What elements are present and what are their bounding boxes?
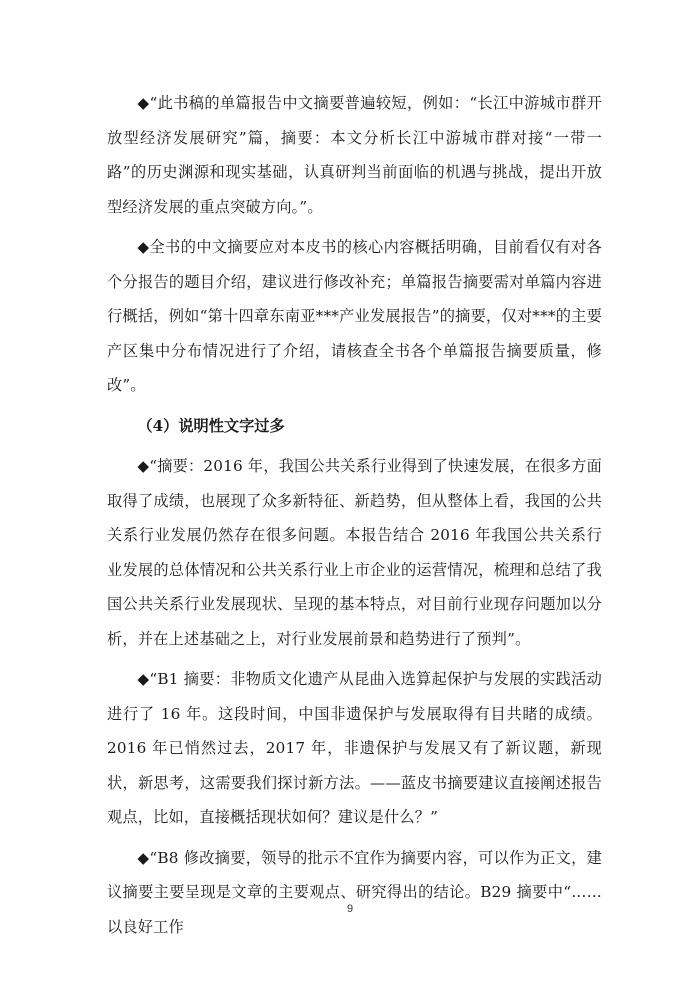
paragraph-pr-industry-summary: ◆“摘要：2016 年，我国公共关系行业得到了快速发展，在很多方面取得了成绩，也展现了众多新特征、新趋势，但从整体上看，我国的公共关系行业发展仍然存在很多问题。本报告结合 2016 年我国公共关系行业发展的总体情况和公共关系行业上市企业的运营情况，梳理和总结了我国公共关系行业发展现状、呈现的基本特点，对目前行业现存问题加以分析，并在上述基础之上，对行业发展前景和趋势进行了预判”。 [107, 457, 602, 648]
section-heading: （4）说明性文字过多 [137, 416, 285, 435]
paragraph-b1-summary: ◆“B1 摘要：非物质文化遗产从昆曲入选算起保护与发展的实践活动进行了 16 年。这段时间，中国非遗保护与发展取得有目共睹的成绩。2016 年已悄然过去，2017 年，非遗保护与发展又有了新议题，新现状，新思考，这需要我们探讨新方法。——蓝皮书摘要建议直接阐述报告观点，比如，直接概括现状如何？建议是什么？” [107, 670, 602, 826]
paragraph-b8-summary: ◆“B8 修改摘要，领导的批示不宜作为摘要内容，可以作为正文，建议摘要主要呈现是文章的主要观点、研究得出的结论。B29 摘要中“……以良好工作 [107, 848, 602, 936]
paragraph-summary-too-short: ◆“此书稿的单篇报告中文摘要普遍较短，例如：“长江中游城市群开放型经济发展研究”篇，摘要：本文分析长江中游城市群对接“一带一路”的历史渊源和现实基础，认真研判当前面临的机遇与挑战，提出开放型经济发展的重点突破方向。”。 [107, 94, 602, 216]
page-number: 9 [346, 903, 354, 915]
document-body [107, 86, 602, 950]
paragraph-full-book-summary: ◆全书的中文摘要应对本皮书的核心内容概括明确，目前看仅有对各个分报告的题目介绍，建议进行修改补充；单篇报告摘要需对单篇内容进行概括，例如“第十四章东南亚***产业发展报告”的摘要，仅对***的主要产区集中分布情况进行了介绍，请核查全书各个单篇报告摘要质量，修改”。 [107, 238, 602, 394]
